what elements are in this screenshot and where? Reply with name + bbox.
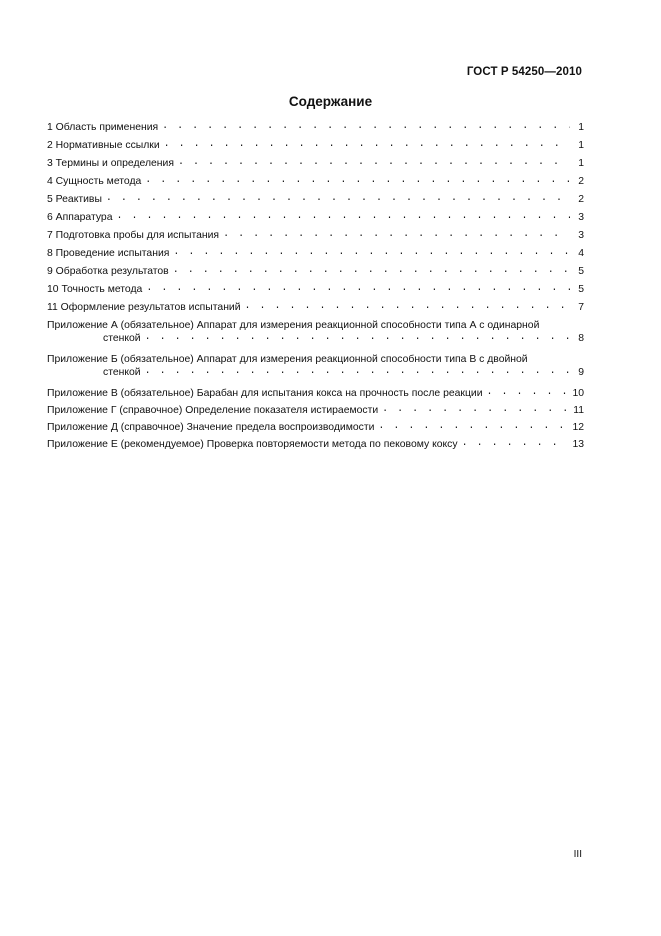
dot-leader bbox=[116, 210, 570, 223]
toc-entry-section-7[interactable] bbox=[47, 229, 584, 247]
toc-entry-page: 3 bbox=[578, 230, 584, 241]
toc-entry-title: 11 Оформление результатов испытаний bbox=[47, 302, 241, 313]
toc-entry-page: 1 bbox=[578, 122, 584, 133]
toc-entry-title: Приложение А (обязательное) Аппарат для измерения реакционной способности типа А с одинарной bbox=[47, 320, 540, 331]
dot-leader bbox=[173, 264, 570, 277]
toc-entry-title: 2 Нормативные ссылки bbox=[47, 140, 160, 151]
toc-entry-title-continuation: стенкой bbox=[103, 333, 141, 344]
toc-entry-title: Приложение Д (справочное) Значение предела воспроизводимости bbox=[47, 422, 375, 433]
toc-entry-annex-e[interactable] bbox=[47, 438, 584, 455]
dot-leader bbox=[462, 437, 570, 450]
toc-entry-section-5[interactable] bbox=[47, 193, 584, 211]
toc-entry-title: Приложение Б (обязательное) Аппарат для измерения реакционной способности типа В с двойной bbox=[47, 354, 528, 365]
dot-leader bbox=[145, 174, 570, 187]
page-title: Содержание bbox=[288, 94, 373, 109]
toc-entry-page: 3 bbox=[578, 212, 584, 223]
toc-entry-page: 10 bbox=[572, 388, 584, 399]
dot-leader bbox=[145, 331, 570, 344]
toc-entry-page: 7 bbox=[578, 302, 584, 313]
toc-entry-page: 5 bbox=[578, 284, 584, 295]
table-of-contents bbox=[47, 121, 584, 455]
toc-entry-section-3[interactable] bbox=[47, 157, 584, 175]
toc-entry-section-6[interactable] bbox=[47, 211, 584, 229]
toc-entry-title: Приложение В (обязательное) Барабан для испытания кокса на прочность после реакции bbox=[47, 388, 483, 399]
toc-entry-page: 4 bbox=[578, 248, 584, 259]
toc-entry-section-4[interactable] bbox=[47, 175, 584, 193]
toc-entry-section-9[interactable] bbox=[47, 265, 584, 283]
page-number: III bbox=[573, 849, 582, 860]
toc-entry-title-continuation: стенкой bbox=[103, 367, 141, 378]
toc-entry-title: 9 Обработка результатов bbox=[47, 266, 169, 277]
toc-entry-title: 7 Подготовка пробы для испытания bbox=[47, 230, 220, 241]
dot-leader bbox=[178, 156, 570, 169]
toc-entry-page: 2 bbox=[578, 194, 584, 205]
toc-entry-page: 2 bbox=[578, 176, 584, 187]
toc-entry-page: 5 bbox=[578, 266, 584, 277]
toc-entry-title: Приложение Е (рекомендуемое) Проверка повторяемости метода по пековому коксу bbox=[47, 439, 458, 450]
toc-entry-page: 1 bbox=[578, 140, 584, 151]
toc-entry-page: 1 bbox=[578, 158, 584, 169]
dot-leader bbox=[146, 282, 570, 295]
toc-entry-annex-g[interactable] bbox=[47, 404, 584, 421]
toc-entry-title: 8 Проведение испытания bbox=[47, 248, 170, 259]
toc-entry-section-11[interactable] bbox=[47, 301, 584, 319]
dot-leader bbox=[382, 403, 570, 416]
toc-entry-section-1[interactable] bbox=[47, 121, 584, 139]
dot-leader bbox=[173, 246, 570, 259]
toc-entry-annex-a[interactable] bbox=[47, 319, 584, 353]
toc-entry-annex-b[interactable] bbox=[47, 353, 584, 387]
toc-entry-section-10[interactable] bbox=[47, 283, 584, 301]
dot-leader bbox=[487, 386, 570, 399]
toc-entry-title: 6 Аппаратура bbox=[47, 212, 113, 223]
dot-leader bbox=[162, 120, 570, 133]
dot-leader bbox=[164, 138, 570, 151]
toc-entry-title: Приложение Г (справочное) Определение показателя истираемости bbox=[47, 405, 379, 416]
toc-entry-title: 3 Термины и определения bbox=[47, 158, 174, 169]
toc-entry-page: 12 bbox=[572, 422, 584, 433]
toc-entry-section-2[interactable] bbox=[47, 139, 584, 157]
toc-entry-title: 10 Точность метода bbox=[47, 284, 143, 295]
dot-leader bbox=[245, 300, 570, 313]
document-code: ГОСТ Р 54250—2010 bbox=[466, 66, 582, 78]
toc-entry-title: 4 Сущность метода bbox=[47, 176, 142, 187]
toc-entry-title: 1 Область применения bbox=[47, 122, 159, 133]
toc-entry-page: 11 bbox=[573, 405, 584, 416]
toc-entry-annex-v[interactable] bbox=[47, 387, 584, 404]
toc-entry-page: 8 bbox=[578, 333, 584, 344]
dot-leader bbox=[145, 365, 570, 378]
toc-entry-page: 13 bbox=[572, 439, 584, 450]
toc-entry-section-8[interactable] bbox=[47, 247, 584, 265]
dot-leader bbox=[378, 420, 569, 433]
toc-entry-title: 5 Реактивы bbox=[47, 194, 102, 205]
dot-leader bbox=[106, 192, 570, 205]
toc-entry-annex-d[interactable] bbox=[47, 421, 584, 438]
dot-leader bbox=[223, 228, 570, 241]
toc-entry-page: 9 bbox=[578, 367, 584, 378]
